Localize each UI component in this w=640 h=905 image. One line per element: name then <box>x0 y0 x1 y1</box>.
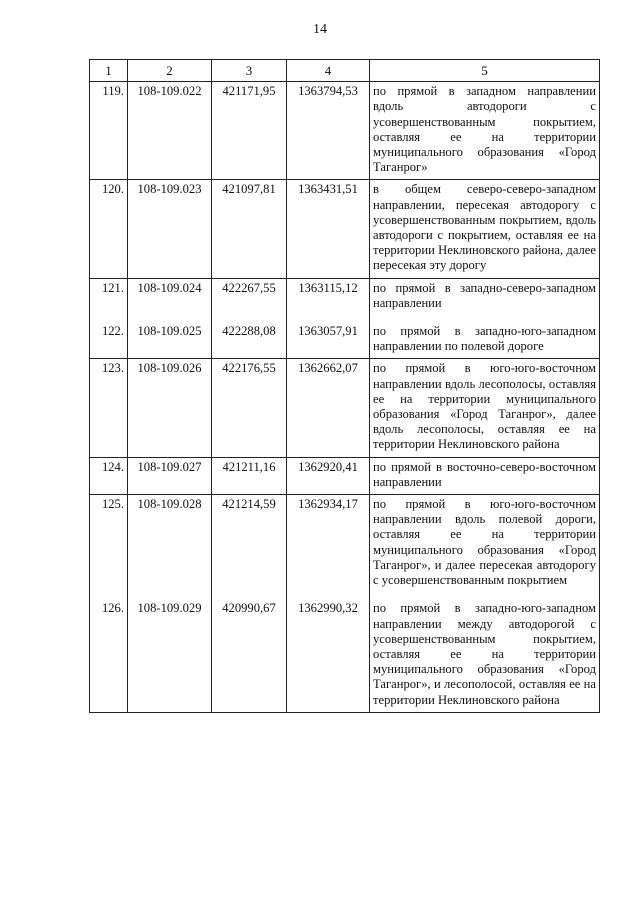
boundary-description: по прямой в юго-юго-восточном направлении вдоль лесополосы, оставляя ее на территории муниципального образования «Город Таганрог», далее вдоль лесополосы, оставляя ее на территории Неклиновского района <box>370 359 600 457</box>
boundary-description: по прямой в западно-юго-западном направлении по полевой дороге <box>370 315 600 359</box>
table-row <box>90 82 600 180</box>
x-coordinate: 421171,95 <box>212 82 287 180</box>
x-coordinate: 422288,08 <box>212 315 287 359</box>
boundary-description: по прямой в западно-юго-западном направлении между автодорогой с усовершенствованным покрытием, оставляя ее на территории муниципального образования «Город Таганрог», и лесополосой, оставляя ее на территории Неклиновского района <box>370 592 600 712</box>
table-row <box>90 457 600 494</box>
point-code: 108-109.025 <box>128 315 212 359</box>
point-code: 108-109.026 <box>128 359 212 457</box>
point-code: 108-109.027 <box>128 457 212 494</box>
y-coordinate: 1362662,07 <box>287 359 370 457</box>
point-code: 108-109.029 <box>128 592 212 712</box>
boundary-description: по прямой в западном направлении вдоль автодороги с усовершенствованным покрытием, оставляя ее на территории муниципального образования «Город Таганрог» <box>370 82 600 180</box>
column-header: 2 <box>128 60 212 82</box>
page-number: 14 <box>313 22 327 37</box>
y-coordinate: 1363115,12 <box>287 278 370 315</box>
x-coordinate: 422267,55 <box>212 278 287 315</box>
point-number: 126. <box>90 592 128 712</box>
table-row <box>90 592 600 712</box>
boundary-description: по прямой в западно-северо-западном направлении <box>370 278 600 315</box>
y-coordinate: 1362920,41 <box>287 457 370 494</box>
x-coordinate: 421097,81 <box>212 180 287 278</box>
table-row <box>90 180 600 278</box>
boundary-description: по прямой в юго-юго-восточном направлении вдоль полевой дороги, оставляя ее на территории муниципального образования «Город Таганрог», и далее пересекая автодорогу с усовершенствованным покрытием <box>370 495 600 593</box>
column-header: 1 <box>90 60 128 82</box>
boundary-description: в общем северо-северо-западном направлении, пересекая автодорогу с усовершенствованным покрытием, вдоль автодороги с покрытием, оставляя ее на территории Неклиновского района, далее пересекая эту дорогу <box>370 180 600 278</box>
point-number: 120. <box>90 180 128 278</box>
x-coordinate: 421211,16 <box>212 457 287 494</box>
point-number: 121. <box>90 278 128 315</box>
y-coordinate: 1363057,91 <box>287 315 370 359</box>
point-code: 108-109.022 <box>128 82 212 180</box>
point-number: 122. <box>90 315 128 359</box>
table-row <box>90 278 600 315</box>
boundary-points-table <box>89 59 600 713</box>
point-number: 123. <box>90 359 128 457</box>
table-row <box>90 495 600 593</box>
point-number: 125. <box>90 495 128 593</box>
point-code: 108-109.024 <box>128 278 212 315</box>
x-coordinate: 420990,67 <box>212 592 287 712</box>
table-header-row <box>90 60 600 82</box>
y-coordinate: 1363431,51 <box>287 180 370 278</box>
x-coordinate: 421214,59 <box>212 495 287 593</box>
y-coordinate: 1362990,32 <box>287 592 370 712</box>
y-coordinate: 1362934,17 <box>287 495 370 593</box>
point-code: 108-109.028 <box>128 495 212 593</box>
y-coordinate: 1363794,53 <box>287 82 370 180</box>
point-number: 119. <box>90 82 128 180</box>
column-header: 4 <box>287 60 370 82</box>
x-coordinate: 422176,55 <box>212 359 287 457</box>
point-number: 124. <box>90 457 128 494</box>
column-header: 3 <box>212 60 287 82</box>
table-row <box>90 359 600 457</box>
table-row <box>90 315 600 359</box>
column-header: 5 <box>370 60 600 82</box>
boundary-description: по прямой в восточно-северо-восточном направлении <box>370 457 600 494</box>
point-code: 108-109.023 <box>128 180 212 278</box>
